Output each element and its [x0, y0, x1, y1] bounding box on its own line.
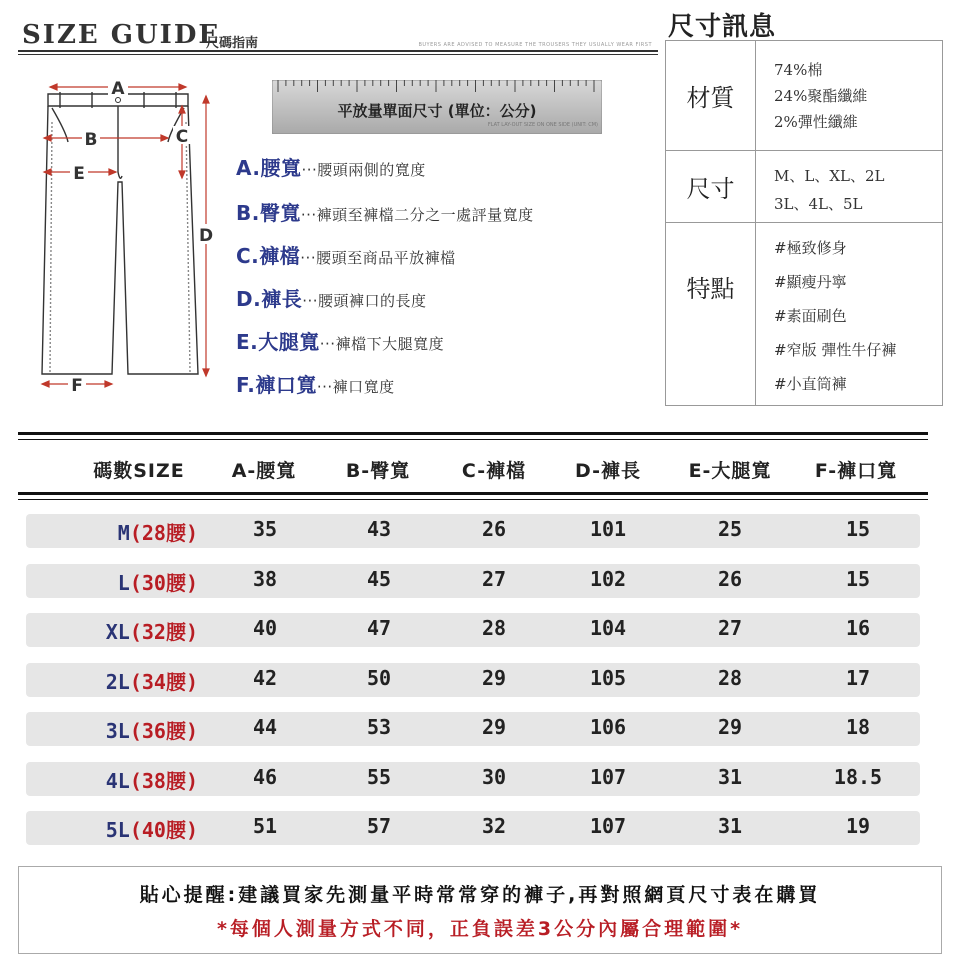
size-label	[30, 567, 198, 596]
definition-key: B.臀寬	[236, 201, 301, 225]
table-cell: 35	[252, 517, 278, 541]
header-thigh: E-大腿寬	[688, 460, 772, 482]
waist-size: (32腰)	[129, 620, 198, 644]
ruler-caption: FLAT LAY-OUT SIZE ON ONE SIDE (UNIT: CM)	[487, 122, 598, 128]
dim-label-e: E	[73, 164, 85, 184]
definition-ellipsis: ···	[316, 378, 333, 396]
table-cell: 25	[717, 517, 743, 541]
info-value: 2%彈性纖維	[774, 113, 858, 131]
table-cell: 27	[481, 567, 507, 591]
table-cell: 26	[717, 567, 743, 591]
definition-desc: 褲頭至褲檔二分之一處評量寬度	[316, 206, 534, 224]
definition-d	[236, 283, 427, 312]
info-table	[665, 40, 943, 406]
size-label	[30, 765, 198, 794]
definition-ellipsis: ···	[319, 335, 336, 353]
dim-label-a: A	[111, 79, 125, 99]
size-label	[30, 517, 198, 546]
dim-label-f: F	[71, 376, 83, 396]
size-label	[30, 814, 198, 843]
table-cell: 106	[589, 715, 627, 739]
definition-e	[236, 326, 444, 355]
dim-label-c: C	[175, 127, 189, 147]
size-code: M	[117, 521, 130, 545]
definition-key: D.褲長	[236, 287, 303, 311]
header-rise: C-褲檔	[461, 460, 527, 482]
definition-key: F.褲口寬	[236, 373, 317, 397]
table-cell: 16	[845, 616, 871, 640]
table-cell: 45	[366, 567, 392, 591]
definition-desc: 褲口寬度	[332, 378, 395, 396]
waist-size: (38腰)	[129, 769, 198, 793]
table-cell: 18	[845, 715, 871, 739]
header-hip: B-臀寬	[345, 460, 411, 482]
table-cell: 15	[845, 517, 871, 541]
table-cell: 29	[481, 715, 507, 739]
header-length: D-褲長	[574, 460, 641, 482]
info-key: 材質	[666, 41, 756, 150]
waist-size: (34腰)	[129, 670, 198, 694]
table-header-divider	[18, 492, 928, 500]
waist-size: (30腰)	[129, 571, 198, 595]
size-code: 3L	[105, 719, 130, 743]
waist-size: (36腰)	[129, 719, 198, 743]
info-row-features	[666, 223, 942, 405]
info-value: M、L、XL、2L	[774, 167, 885, 185]
table-cell: 29	[717, 715, 743, 739]
table-top-divider	[18, 432, 928, 440]
table-cell: 57	[366, 814, 392, 838]
table-cell: 19	[845, 814, 871, 838]
info-title: 尺寸訊息	[668, 12, 777, 42]
info-row-sizes	[666, 151, 942, 223]
table-cell: 31	[717, 765, 743, 789]
header-hem: F-褲口寬	[814, 460, 898, 482]
size-label	[30, 616, 198, 645]
waist-size: (40腰)	[129, 818, 198, 842]
table-cell: 55	[366, 765, 392, 789]
table-cell: 32	[481, 814, 507, 838]
table-cell: 18.5	[833, 765, 883, 789]
definition-ellipsis: ···	[301, 161, 318, 179]
definition-key: C.褲檔	[236, 244, 301, 268]
info-value: #顯瘦丹寧	[774, 273, 847, 291]
definition-desc: 腰頭褲口的長度	[318, 292, 427, 310]
definition-desc: 腰頭兩側的寬度	[317, 161, 426, 179]
table-cell: 47	[366, 616, 392, 640]
size-code: XL	[105, 620, 130, 644]
table-cell: 28	[481, 616, 507, 640]
definition-key: E.大腿寬	[236, 330, 320, 354]
guide-title: SIZE GUIDE	[22, 20, 221, 50]
info-key: 尺寸	[666, 151, 756, 222]
info-value: #小直筒褲	[774, 375, 847, 393]
size-code: 4L	[105, 769, 130, 793]
definition-ellipsis: ···	[300, 249, 317, 267]
size-label	[30, 666, 198, 695]
table-cell: 28	[717, 666, 743, 690]
header-divider	[18, 50, 658, 55]
table-cell: 102	[589, 567, 627, 591]
table-cell: 107	[589, 814, 627, 838]
info-value: #窄版 彈性牛仔褲	[774, 341, 897, 359]
size-code: 5L	[105, 818, 130, 842]
table-cell: 51	[252, 814, 278, 838]
table-cell: 104	[589, 616, 627, 640]
info-value: #素面刷色	[774, 307, 847, 325]
table-cell: 27	[717, 616, 743, 640]
info-value: 74%棉	[774, 61, 823, 79]
dim-label-b: B	[84, 130, 98, 150]
table-cell: 17	[845, 666, 871, 690]
guide-note: BUYERS ARE ADVISED TO MEASURE THE TROUSERS THEY USUALLY WEAR FIRST	[418, 42, 652, 48]
size-code: 2L	[105, 670, 130, 694]
size-label	[30, 715, 198, 744]
table-cell: 38	[252, 567, 278, 591]
definition-desc: 腰頭至商品平放褲檔	[316, 249, 456, 267]
info-value: 3L、4L、5L	[774, 195, 863, 213]
table-cell: 26	[481, 517, 507, 541]
guide-subtitle: 尺碼指南	[206, 36, 259, 51]
dim-label-d: D	[198, 226, 214, 246]
pants-diagram	[30, 72, 230, 412]
info-value: 24%聚酯纖維	[774, 87, 868, 105]
table-cell: 44	[252, 715, 278, 739]
table-cell: 31	[717, 814, 743, 838]
header-waist: A-腰寬	[231, 460, 297, 482]
definition-ellipsis: ···	[302, 292, 319, 310]
table-cell: 30	[481, 765, 507, 789]
table-cell: 101	[589, 517, 627, 541]
definition-b	[236, 197, 534, 226]
waist-size: (28腰)	[129, 521, 198, 545]
table-cell: 15	[845, 567, 871, 591]
notice-line-1: 貼心提醒:建議買家先測量平時常常穿的褲子,再對照網頁尺寸表在購買	[139, 884, 821, 906]
header-size: 碼數SIZE	[93, 460, 185, 482]
table-cell: 50	[366, 666, 392, 690]
table-cell: 53	[366, 715, 392, 739]
table-cell: 40	[252, 616, 278, 640]
definition-ellipsis: ···	[300, 206, 317, 224]
table-cell: 43	[366, 517, 392, 541]
table-cell: 107	[589, 765, 627, 789]
notice-line-2: *每個人測量方式不同，正負誤差3公分內屬合理範圍*	[216, 918, 744, 940]
ruler-title: 平放量單面尺寸 (單位：公分)	[337, 102, 537, 120]
definition-c	[236, 240, 456, 269]
info-value: #極致修身	[774, 239, 847, 257]
table-cell: 42	[252, 666, 278, 690]
table-cell: 29	[481, 666, 507, 690]
info-key: 特點	[666, 223, 756, 405]
size-code: L	[117, 571, 130, 595]
definition-desc: 褲檔下大腿寬度	[335, 335, 445, 353]
table-cell: 105	[589, 666, 627, 690]
definition-f	[236, 369, 395, 398]
info-row-material	[666, 41, 942, 151]
table-cell: 46	[252, 765, 278, 789]
definition-a	[236, 152, 426, 181]
definition-key: A.腰寬	[236, 156, 302, 180]
